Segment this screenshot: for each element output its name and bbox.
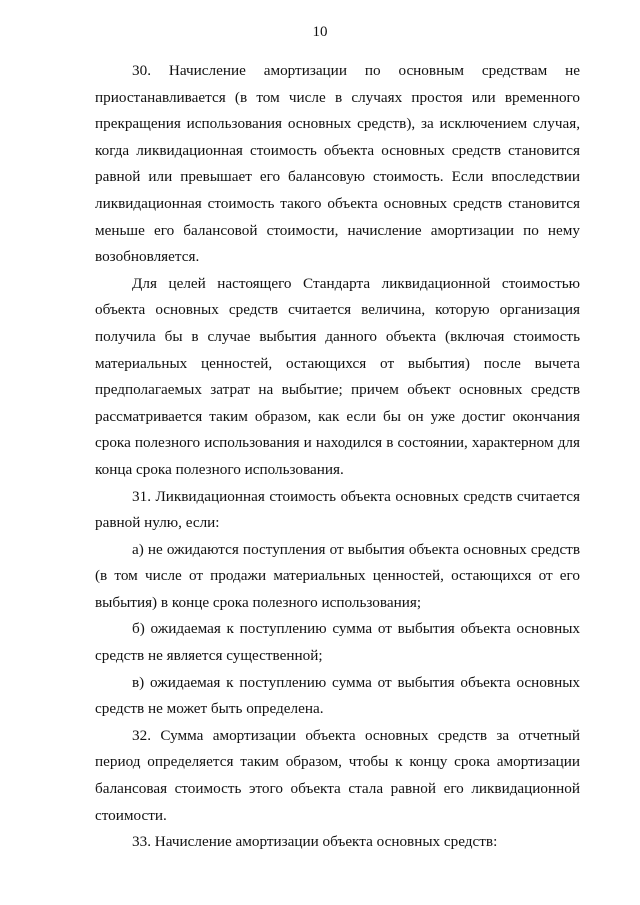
paragraph-33: 33. Начисление амортизации объекта основных средств: (132, 833, 498, 851)
list-item-v: в) ожидаемая к поступлению сумма от выбытия объекта основных средств не может быть определена. (95, 673, 580, 718)
list-item-b: б) ожидаемая к поступлению сумма от выбытия объекта основных средств не является существенной; (95, 620, 580, 665)
paragraph-32: 32. Сумма амортизации объекта основных средств за отчетный период определяется таким образом, чтобы к концу срока амортизации балансовая стоимость этого объекта стала равной его ликвидационной стоимости. (95, 726, 580, 824)
paragraph-liquidation-definition: Для целей настоящего Стандарта ликвидационной стоимостью объекта основных средств считается величина, которую организация получила бы в случае выбытия данного объекта (включая стоимость материальных ценностей, остающихся от выбытия) после вычета предполагаемых затрат на выбытие; причем объект основных средств рассматривается таким образом, как если бы он уже достиг окончания срока полезного использования и находился в состоянии, характерном для конца срока полезного использования. (95, 274, 580, 478)
paragraph-30: 30. Начисление амортизации по основным средствам не приостанавливается (в том числе в случаях простоя или временного прекращения использования основных средств), за исключением случая, когда ликвидационная стоимость объекта основных средств становится равной или превышает его балансовую стоимость. Если впоследствии ликвидационная стоимость такого объекта основных средств становится меньше его балансовой стоимости, начисление амортизации по нему возобновляется. (95, 62, 580, 266)
document-body (95, 58, 580, 856)
page-number: 10 (312, 24, 328, 40)
list-item-a: а) не ожидаются поступления от выбытия объекта основных средств (в том числе от продажи материальных ценностей, остающихся от его выбытия) в конце срока полезного использования; (95, 540, 580, 611)
paragraph-31: 31. Ликвидационная стоимость объекта основных средств считается равной нулю, если: (95, 487, 580, 532)
